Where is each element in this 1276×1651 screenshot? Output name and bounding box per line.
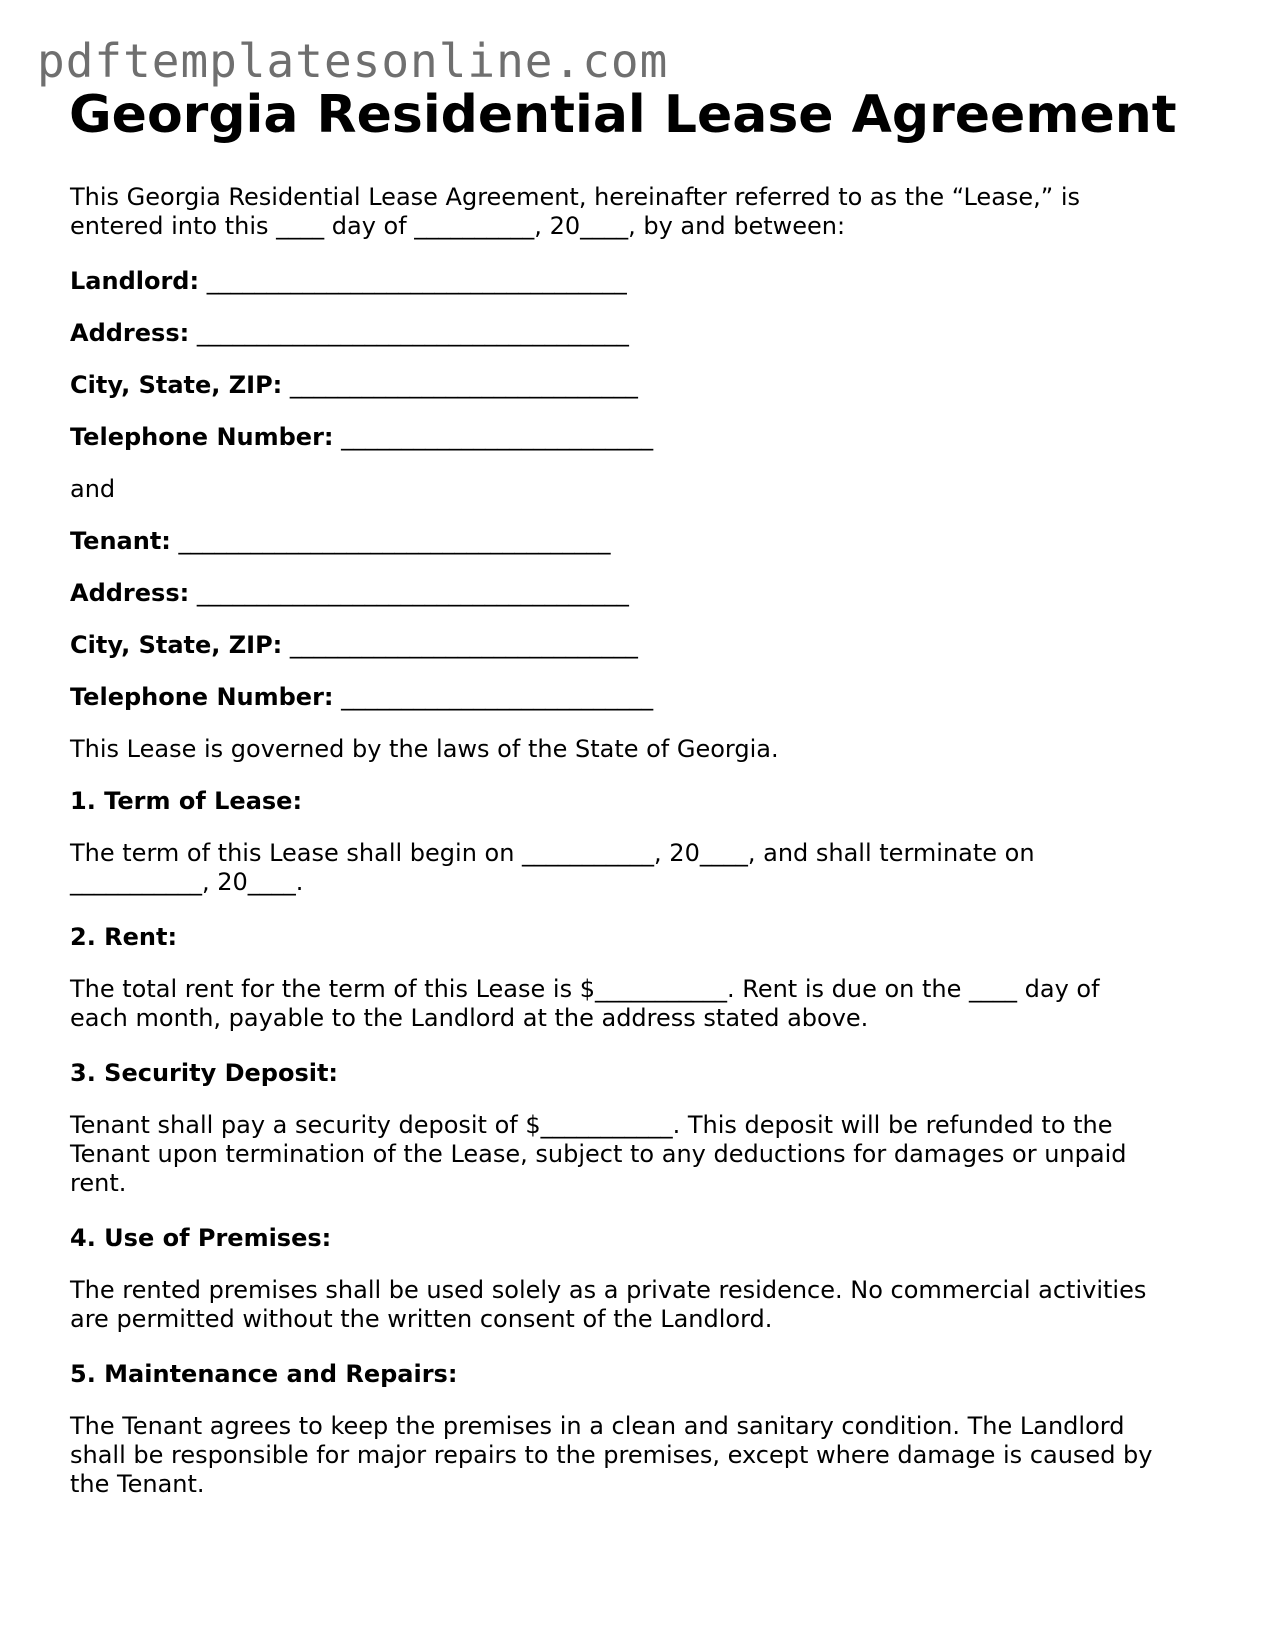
tenant-address-field[interactable] [70,579,1210,608]
tenant-name-blank[interactable]: ____________________________________ [178,527,611,555]
section-rent-line-1: The total rent for the term of this Lease is $___________. Rent is due on the ____ day of [70,975,1100,1003]
section-body-deposit [70,1111,1210,1198]
landlord-name-field[interactable] [70,267,1210,296]
section-deposit-line-2: Tenant upon termination of the Lease, subject to any deductions for damages or unpaid [70,1140,1127,1168]
section-use-line-2: are permitted without the written consent of the Landlord. [70,1305,773,1333]
landlord-name-label: Landlord: [70,267,200,295]
section-deposit-line-3: rent. [70,1169,127,1197]
tenant-address-label: Address: [70,579,190,607]
landlord-address-label: Address: [70,319,190,347]
section-deposit-line-1: Tenant shall pay a security deposit of $___________. This deposit will be refunded to the [70,1111,1113,1139]
tenant-phone-blank[interactable]: __________________________ [341,683,654,711]
section-body-rent [70,975,1210,1033]
tenant-name-field[interactable] [70,527,1210,556]
section-maintenance-line-1: The Tenant agrees to keep the premises in a clean and sanitary condition. The Landlord [70,1412,1125,1440]
landlord-city-label: City, State, ZIP: [70,371,283,399]
section-heading-deposit: 3. Security Deposit: [70,1059,339,1087]
section-heading-use: 4. Use of Premises: [70,1224,332,1252]
tenant-city-blank[interactable]: _____________________________ [289,631,638,659]
landlord-city-blank[interactable]: _____________________________ [289,371,638,399]
tenant-city-label: City, State, ZIP: [70,631,283,659]
section-maintenance-line-3: the Tenant. [70,1470,205,1498]
section-body-use [70,1276,1210,1334]
section-rent-line-2: each month, payable to the Landlord at the address stated above. [70,1004,869,1032]
landlord-phone-field[interactable] [70,423,1210,452]
landlord-address-blank[interactable]: ____________________________________ [196,319,629,347]
document-title: Georgia Residential Lease Agreement [69,85,1177,145]
section-term-line-1: The term of this Lease shall begin on ___________, 20____, and shall terminate on [70,839,1035,867]
tenant-phone-label: Telephone Number: [70,683,334,711]
section-body-term [70,839,1210,897]
tenant-phone-field[interactable] [70,683,1210,712]
landlord-phone-label: Telephone Number: [70,423,334,451]
section-heading-rent: 2. Rent: [70,923,178,951]
governing-law-text: This Lease is governed by the laws of the State of Georgia. [70,735,779,763]
document-body [70,183,1210,1525]
section-heading-term: 1. Term of Lease: [70,787,303,815]
section-body-maintenance [70,1412,1210,1499]
landlord-city-field[interactable] [70,371,1210,400]
section-use-line-1: The rented premises shall be used solely as a private residence. No commercial activities [70,1276,1147,1304]
landlord-address-field[interactable] [70,319,1210,348]
and-text: and [70,475,116,503]
watermark-text: pdftemplatesonline.com [37,34,669,88]
intro-line-1: This Georgia Residential Lease Agreement, hereinafter referred to as the “Lease,” is [70,183,1081,211]
landlord-name-blank[interactable]: ___________________________________ [206,267,627,295]
intro-paragraph [70,183,1210,241]
tenant-name-label: Tenant: [70,527,171,555]
tenant-city-field[interactable] [70,631,1210,660]
landlord-phone-blank[interactable]: __________________________ [341,423,654,451]
tenant-address-blank[interactable]: ____________________________________ [196,579,629,607]
section-heading-maintenance: 5. Maintenance and Repairs: [70,1360,458,1388]
section-maintenance-line-2: shall be responsible for major repairs to the premises, except where damage is caused by [70,1441,1153,1469]
section-term-line-2: ___________, 20____. [70,868,304,896]
intro-line-2: entered into this ____ day of __________, 20____, by and between: [70,212,846,240]
